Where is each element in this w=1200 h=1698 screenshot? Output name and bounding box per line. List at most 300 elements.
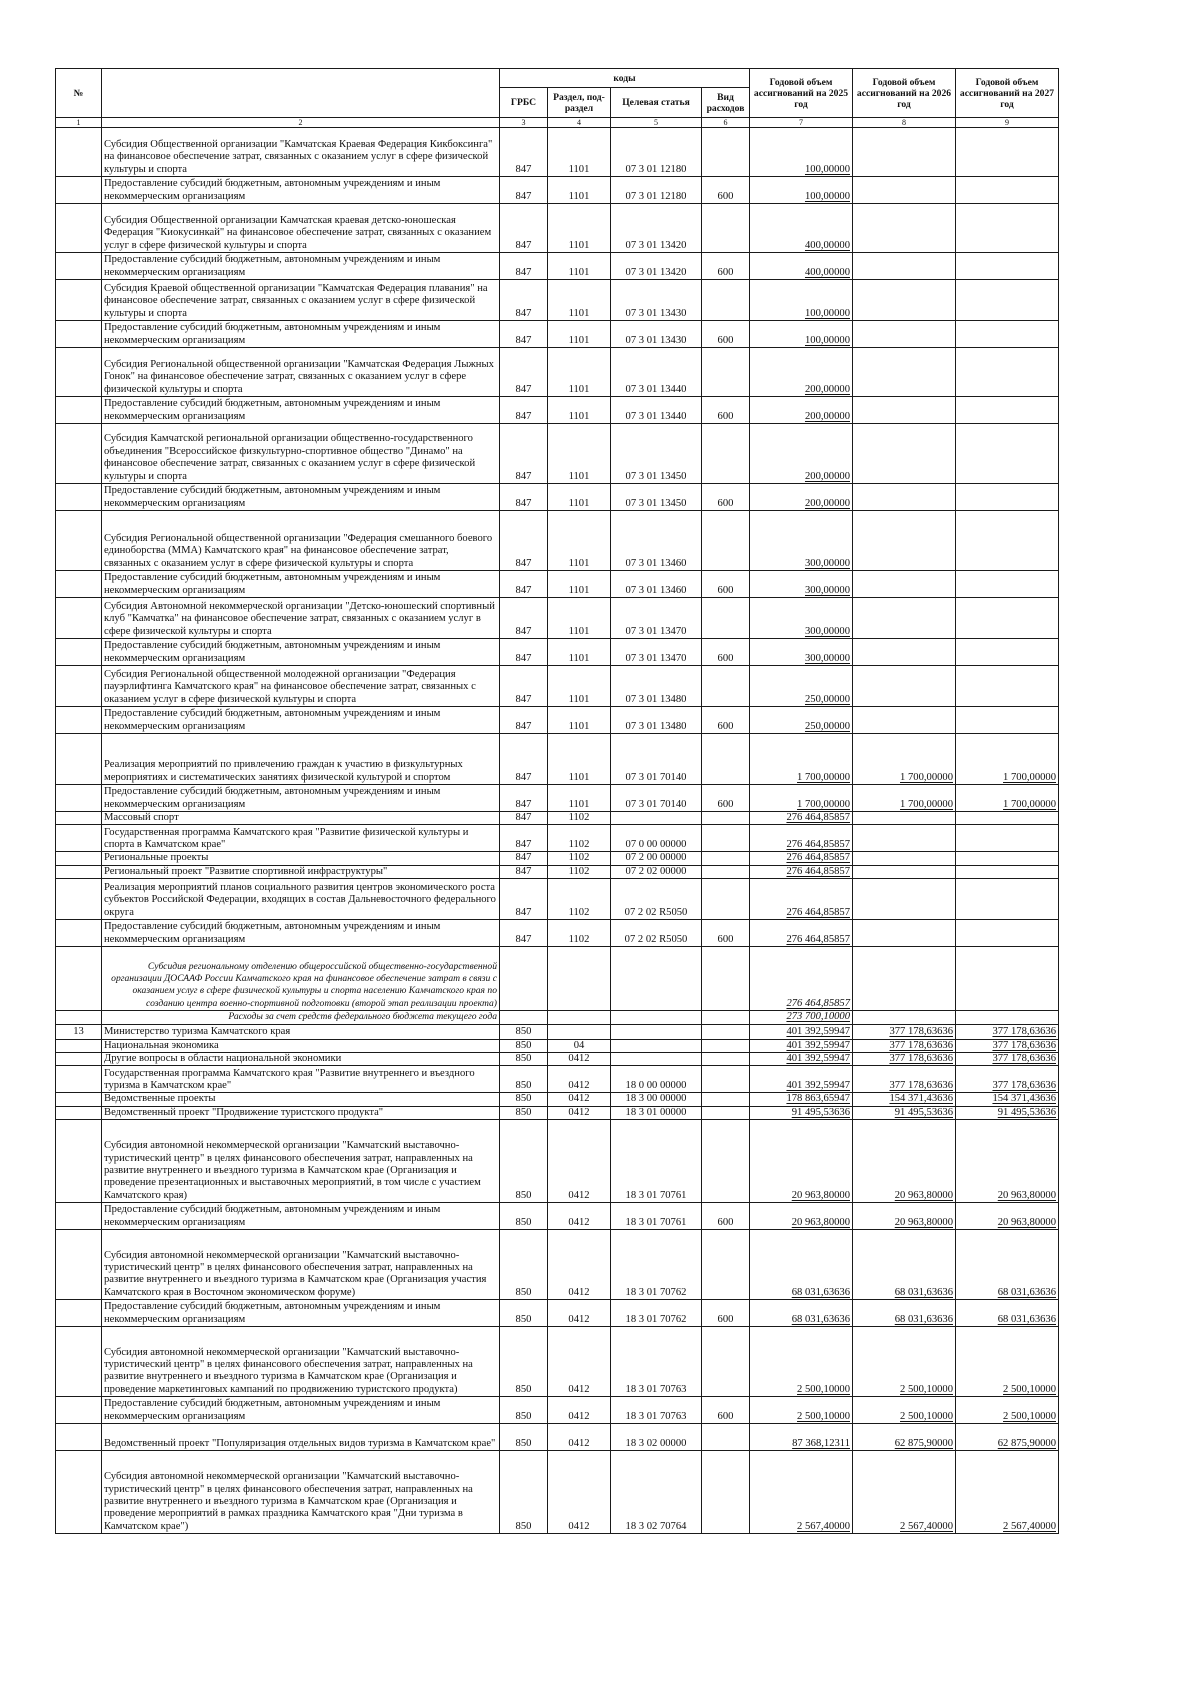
row-amount-2025: 91 495,53636 [750,1106,853,1119]
table-row [56,1327,1059,1397]
row-amount-2026: 377 178,63636 [853,1053,956,1066]
column-number: 4 [548,118,611,128]
row-vid-rashodov [702,1039,750,1052]
table-row [56,424,1059,484]
row-amount-2025: 20 963,80000 [750,1203,853,1230]
row-number [56,1203,102,1230]
row-name: Массовый спорт [102,812,500,825]
table-row [56,920,1059,947]
row-name: Субсидия Камчатской региональной организации общественно-государственного объединения "Всероссийское физкультурно-спортивное общество "Динамо" на финансовое обеспечение затрат, связанных с оказанием услуг в сфере физической культуры и спорта [102,424,500,484]
row-vid-rashodov [702,424,750,484]
row-razdel: 1101 [548,321,611,348]
table-row [56,1230,1059,1300]
row-vid-rashodov [702,852,750,865]
row-amount-2027: 68 031,63636 [956,1300,1059,1327]
row-amount-2025: 276 464,85857 [750,825,853,852]
row-amount-2026 [853,397,956,424]
row-number [56,1011,102,1024]
row-name: Субсидия автономной некоммерческой организации "Камчатский выставочно-туристический центр" в целях финансового обеспечения затрат, направленных на развитие внутреннего и въездного туризма в Камчатском крае (Организация и проведение маркетинговых кампаний по продвижению туристского продукта) [102,1327,500,1397]
row-name: Министерство туризма Камчатского края [102,1024,500,1039]
row-amount-2026 [853,947,956,1011]
table-row [56,865,1059,878]
row-number [56,812,102,825]
table-row [56,397,1059,424]
row-celevaya-statya: 07 3 01 12180 [611,128,702,177]
row-amount-2025: 68 031,63636 [750,1300,853,1327]
row-grbs: 847 [500,424,548,484]
row-celevaya-statya: 07 3 01 13430 [611,321,702,348]
row-amount-2026: 68 031,63636 [853,1300,956,1327]
row-name: Предоставление субсидий бюджетным, автономным учреждениям и иным некоммерческим организациям [102,484,500,511]
table-row [56,128,1059,177]
row-amount-2026 [853,280,956,321]
row-amount-2026 [853,852,956,865]
row-grbs: 847 [500,825,548,852]
row-grbs: 847 [500,511,548,571]
row-amount-2025: 276 464,85857 [750,879,853,920]
row-number [56,1066,102,1093]
row-grbs: 847 [500,598,548,639]
row-amount-2025: 250,00000 [750,707,853,734]
row-grbs: 850 [500,1451,548,1534]
column-number: 6 [702,118,750,128]
row-number [56,1451,102,1534]
table-row [56,947,1059,1011]
row-celevaya-statya: 18 0 00 00000 [611,1066,702,1093]
row-amount-2027 [956,639,1059,666]
row-grbs: 847 [500,571,548,598]
table-row [56,1039,1059,1052]
row-name: Предоставление субсидий бюджетным, автономным учреждениям и иным некоммерческим организациям [102,321,500,348]
row-celevaya-statya: 07 2 02 R5050 [611,920,702,947]
table-row [56,812,1059,825]
row-celevaya-statya: 07 3 01 13480 [611,666,702,707]
row-amount-2026 [853,812,956,825]
row-name: Реализация мероприятий планов социального развития центров экономического роста субъектов Российской Федерации, входящих в состав Дальневосточного федерального округа [102,879,500,920]
table-body [56,128,1059,1534]
row-vid-rashodov [702,879,750,920]
row-amount-2027 [956,707,1059,734]
row-vid-rashodov: 600 [702,484,750,511]
row-grbs: 847 [500,204,548,253]
row-name: Субсидия Региональной общественной молодежной организации "Федерация пауэрлифтинга Камчатского края" на финансовое обеспечение затрат, связанных с оказанием услуг в сфере физической культуры и спорта [102,666,500,707]
row-razdel: 0412 [548,1203,611,1230]
row-celevaya-statya: 07 3 01 13440 [611,397,702,424]
row-name: Предоставление субсидий бюджетным, автономным учреждениям и иным некоммерческим организациям [102,707,500,734]
row-amount-2026 [853,825,956,852]
row-celevaya-statya: 07 3 01 70140 [611,785,702,812]
row-celevaya-statya [611,1024,702,1039]
row-number [56,879,102,920]
row-name: Государственная программа Камчатского края "Развитие физической культуры и спорта в Камчатском крае" [102,825,500,852]
row-razdel: 1101 [548,424,611,484]
row-amount-2027: 377 178,63636 [956,1066,1059,1093]
row-name: Региональный проект "Развитие спортивной инфраструктуры" [102,865,500,878]
row-amount-2025: 100,00000 [750,280,853,321]
row-amount-2027 [956,177,1059,204]
row-amount-2027 [956,666,1059,707]
row-amount-2025: 400,00000 [750,253,853,280]
row-amount-2027 [956,128,1059,177]
row-number [56,1093,102,1106]
row-amount-2026 [853,177,956,204]
table-row [56,1093,1059,1106]
row-number [56,865,102,878]
row-razdel: 0412 [548,1300,611,1327]
row-celevaya-statya: 07 3 01 13420 [611,204,702,253]
row-razdel: 1101 [548,734,611,785]
row-amount-2026: 2 567,40000 [853,1451,956,1534]
row-celevaya-statya: 07 3 01 13470 [611,598,702,639]
row-celevaya-statya: 18 3 01 70762 [611,1230,702,1300]
row-razdel: 1102 [548,852,611,865]
row-celevaya-statya: 07 3 01 13420 [611,253,702,280]
row-amount-2025: 401 392,59947 [750,1039,853,1052]
row-number [56,1120,102,1203]
row-celevaya-statya [611,1039,702,1052]
row-number [56,253,102,280]
row-vid-rashodov: 600 [702,321,750,348]
row-grbs: 847 [500,785,548,812]
row-amount-2025: 100,00000 [750,177,853,204]
row-celevaya-statya: 07 3 01 13460 [611,511,702,571]
table-row [56,785,1059,812]
header-grbs: ГРБС [500,88,548,118]
row-razdel: 0412 [548,1066,611,1093]
row-name: Предоставление субсидий бюджетным, автономным учреждениям и иным некоммерческим организациям [102,177,500,204]
row-razdel: 1102 [548,920,611,947]
table-row [56,1424,1059,1451]
table-row [56,1120,1059,1203]
table-row [56,1203,1059,1230]
column-number: 3 [500,118,548,128]
row-celevaya-statya: 18 3 01 70763 [611,1327,702,1397]
row-razdel: 1101 [548,707,611,734]
row-vid-rashodov [702,1011,750,1024]
row-amount-2027 [956,865,1059,878]
row-grbs: 847 [500,348,548,397]
row-amount-2027: 154 371,43636 [956,1093,1059,1106]
header-razdel: Раздел, под-раздел [548,88,611,118]
row-vid-rashodov [702,348,750,397]
row-celevaya-statya: 18 3 02 00000 [611,1424,702,1451]
row-vid-rashodov [702,666,750,707]
table-row [56,598,1059,639]
column-numbers-row [56,118,1059,128]
table-row [56,204,1059,253]
column-number: 7 [750,118,853,128]
row-number [56,707,102,734]
table-row [56,707,1059,734]
row-grbs: 850 [500,1424,548,1451]
row-number [56,424,102,484]
row-number [56,825,102,852]
row-number [56,947,102,1011]
row-celevaya-statya: 07 2 00 00000 [611,852,702,865]
header-codes: коды [500,69,750,88]
row-vid-rashodov [702,1451,750,1534]
row-grbs: 847 [500,666,548,707]
row-name: Государственная программа Камчатского края "Развитие внутреннего и въездного туризма в Камчатском крае" [102,1066,500,1093]
row-vid-rashodov [702,1120,750,1203]
row-name: Предоставление субсидий бюджетным, автономным учреждениям и иным некоммерческим организациям [102,397,500,424]
row-celevaya-statya: 07 3 01 13460 [611,571,702,598]
header-year-2027: Годовой объем ассигнований на 2027 год [956,69,1059,118]
row-razdel: 04 [548,1039,611,1052]
row-amount-2027: 62 875,90000 [956,1424,1059,1451]
row-grbs: 847 [500,734,548,785]
row-amount-2026 [853,348,956,397]
row-amount-2025: 68 031,63636 [750,1230,853,1300]
row-grbs: 847 [500,321,548,348]
row-vid-rashodov: 600 [702,920,750,947]
row-razdel: 0412 [548,1093,611,1106]
row-number [56,785,102,812]
row-celevaya-statya: 18 3 01 70762 [611,1300,702,1327]
row-amount-2027: 2 500,10000 [956,1397,1059,1424]
row-number [56,1053,102,1066]
row-name: Реализация мероприятий по привлечению граждан к участию в физкультурных мероприятиях и систематических занятиях физической культурой и спортом [102,734,500,785]
row-amount-2027: 91 495,53636 [956,1106,1059,1119]
row-vid-rashodov: 600 [702,785,750,812]
row-amount-2025: 276 464,85857 [750,852,853,865]
row-amount-2026: 2 500,10000 [853,1327,956,1397]
row-number [56,511,102,571]
row-amount-2027: 2 567,40000 [956,1451,1059,1534]
row-vid-rashodov: 600 [702,397,750,424]
row-razdel: 0412 [548,1397,611,1424]
row-number [56,1300,102,1327]
row-razdel: 0412 [548,1053,611,1066]
row-amount-2025: 100,00000 [750,128,853,177]
table-header [56,69,1059,128]
table-row [56,571,1059,598]
table-row [56,666,1059,707]
row-amount-2026: 2 500,10000 [853,1397,956,1424]
row-vid-rashodov [702,812,750,825]
row-name: Предоставление субсидий бюджетным, автономным учреждениям и иным некоммерческим организациям [102,1397,500,1424]
row-number [56,920,102,947]
row-grbs: 847 [500,852,548,865]
row-celevaya-statya: 18 3 01 70761 [611,1203,702,1230]
row-celevaya-statya: 07 3 01 13480 [611,707,702,734]
row-name: Субсидия Региональной общественной организации "Камчатская Федерация Лыжных Гонок" на финансовое обеспечение затрат, связанных с оказанием услуг в сфере физической культуры и спорта [102,348,500,397]
row-amount-2025: 276 464,85857 [750,812,853,825]
row-amount-2027: 68 031,63636 [956,1230,1059,1300]
row-grbs: 850 [500,1397,548,1424]
row-amount-2027 [956,424,1059,484]
row-amount-2025: 200,00000 [750,484,853,511]
row-amount-2027: 377 178,63636 [956,1053,1059,1066]
row-grbs: 850 [500,1230,548,1300]
row-vid-rashodov [702,598,750,639]
row-amount-2026: 68 031,63636 [853,1230,956,1300]
row-amount-2027: 1 700,00000 [956,734,1059,785]
row-name: Предоставление субсидий бюджетным, автономным учреждениям и иным некоммерческим организациям [102,639,500,666]
row-amount-2025: 200,00000 [750,348,853,397]
row-name: Субсидия Региональной общественной организации "Федерация смешанного боевого единоборства (ММА) Камчатского края" на финансовое обеспечение затрат, связанных с оказанием услуг в сфере физической культуры и спорта [102,511,500,571]
row-amount-2027 [956,947,1059,1011]
row-celevaya-statya [611,812,702,825]
row-amount-2025: 2 500,10000 [750,1397,853,1424]
row-number [56,321,102,348]
row-amount-2025: 200,00000 [750,424,853,484]
row-razdel: 1101 [548,128,611,177]
column-number: 2 [102,118,500,128]
row-name: Субсидия Общественной организации "Камчатская Краевая Федерация Кикбоксинга" на финансовое обеспечение затрат, связанных с оказанием услуг в сфере физической культуры и спорта [102,128,500,177]
row-vid-rashodov [702,1424,750,1451]
row-amount-2025: 300,00000 [750,639,853,666]
row-razdel: 1101 [548,253,611,280]
row-razdel: 0412 [548,1106,611,1119]
header-celevaya-statya: Целевая статья [611,88,702,118]
row-amount-2026: 20 963,80000 [853,1203,956,1230]
row-amount-2026 [853,879,956,920]
row-number [56,177,102,204]
row-razdel: 1101 [548,177,611,204]
row-amount-2027: 377 178,63636 [956,1024,1059,1039]
table-row [56,1397,1059,1424]
row-celevaya-statya: 18 3 02 70764 [611,1451,702,1534]
row-amount-2025: 401 392,59947 [750,1024,853,1039]
row-razdel: 0412 [548,1424,611,1451]
row-amount-2026: 154 371,43636 [853,1093,956,1106]
row-vid-rashodov [702,1053,750,1066]
row-amount-2025: 2 567,40000 [750,1451,853,1534]
row-amount-2025: 200,00000 [750,397,853,424]
row-amount-2025: 401 392,59947 [750,1066,853,1093]
row-amount-2026 [853,707,956,734]
column-number: 9 [956,118,1059,128]
table-row [56,280,1059,321]
row-name: Предоставление субсидий бюджетным, автономным учреждениям и иным некоммерческим организациям [102,1203,500,1230]
row-grbs: 850 [500,1024,548,1039]
row-celevaya-statya [611,1053,702,1066]
row-grbs: 847 [500,177,548,204]
row-name: Субсидия автономной некоммерческой организации "Камчатский выставочно-туристический центр" в целях финансового обеспечения затрат, направленных на развитие внутреннего и въездного туризма в Камчатском крае (Организация и проведение мероприятий в рамках праздника Камчатского края "Дни туризма в Камчатском крае") [102,1451,500,1534]
row-grbs: 850 [500,1203,548,1230]
header-vid-rashodov: Вид расходов [702,88,750,118]
row-grbs [500,947,548,1011]
row-razdel: 1101 [548,397,611,424]
row-name: Предоставление субсидий бюджетным, автономным учреждениям и иным некоммерческим организациям [102,253,500,280]
row-number [56,397,102,424]
row-amount-2025: 300,00000 [750,511,853,571]
row-amount-2026: 20 963,80000 [853,1120,956,1203]
row-amount-2027: 2 500,10000 [956,1327,1059,1397]
table-row [56,1053,1059,1066]
table-row [56,348,1059,397]
row-razdel: 1101 [548,639,611,666]
row-vid-rashodov: 600 [702,707,750,734]
row-amount-2027 [956,812,1059,825]
row-amount-2027 [956,397,1059,424]
row-celevaya-statya: 07 3 01 13440 [611,348,702,397]
row-amount-2027: 377 178,63636 [956,1039,1059,1052]
row-razdel: 1102 [548,812,611,825]
header-name [102,69,500,118]
row-amount-2026: 91 495,53636 [853,1106,956,1119]
row-vid-rashodov [702,947,750,1011]
row-grbs: 847 [500,280,548,321]
row-number [56,280,102,321]
row-amount-2027 [956,571,1059,598]
table-row [56,511,1059,571]
row-amount-2025: 1 700,00000 [750,785,853,812]
row-amount-2025: 401 392,59947 [750,1053,853,1066]
row-razdel [548,947,611,1011]
row-vid-rashodov: 600 [702,177,750,204]
row-number [56,571,102,598]
row-razdel: 1102 [548,865,611,878]
row-grbs: 847 [500,253,548,280]
table-row [56,1011,1059,1024]
table-row [56,1106,1059,1119]
row-name: Национальная экономика [102,1039,500,1052]
row-amount-2027 [956,348,1059,397]
row-number [56,348,102,397]
row-grbs: 850 [500,1066,548,1093]
row-celevaya-statya: 18 3 01 00000 [611,1106,702,1119]
row-vid-rashodov [702,1327,750,1397]
row-name: Субсидия Краевой общественной организации "Камчатская Федерация плавания" на финансовое обеспечение затрат, связанных с оказанием услуг в сфере физической культуры и спорта [102,280,500,321]
row-amount-2027 [956,879,1059,920]
row-amount-2026 [853,511,956,571]
row-name: Предоставление субсидий бюджетным, автономным учреждениям и иным некоммерческим организациям [102,785,500,812]
row-razdel: 1101 [548,666,611,707]
row-number [56,852,102,865]
row-amount-2026 [853,865,956,878]
row-celevaya-statya: 07 3 01 13450 [611,484,702,511]
row-grbs: 850 [500,1106,548,1119]
row-amount-2026: 377 178,63636 [853,1039,956,1052]
table-row [56,879,1059,920]
row-razdel: 0412 [548,1327,611,1397]
table-row [56,1024,1059,1039]
row-razdel: 1101 [548,484,611,511]
row-amount-2026 [853,253,956,280]
row-number [56,1230,102,1300]
table-row [56,253,1059,280]
row-number [56,1424,102,1451]
row-razdel: 1101 [548,571,611,598]
row-amount-2025: 276 464,85857 [750,920,853,947]
row-amount-2027 [956,280,1059,321]
row-vid-rashodov [702,825,750,852]
row-vid-rashodov: 600 [702,253,750,280]
row-grbs: 847 [500,639,548,666]
column-number: 5 [611,118,702,128]
row-amount-2026 [853,639,956,666]
row-vid-rashodov: 600 [702,639,750,666]
row-number [56,734,102,785]
row-amount-2025: 300,00000 [750,571,853,598]
row-grbs: 847 [500,879,548,920]
row-amount-2027 [956,484,1059,511]
row-celevaya-statya: 07 3 01 13450 [611,424,702,484]
row-amount-2027 [956,321,1059,348]
row-vid-rashodov: 600 [702,1397,750,1424]
row-razdel: 0412 [548,1451,611,1534]
row-grbs: 850 [500,1300,548,1327]
header-year-2025: Годовой объем ассигнований на 2025 год [750,69,853,118]
row-amount-2026 [853,666,956,707]
budget-table [55,68,1059,1534]
row-vid-rashodov [702,204,750,253]
table-row [56,484,1059,511]
row-name: Региональные проекты [102,852,500,865]
row-celevaya-statya: 07 2 02 R5050 [611,879,702,920]
